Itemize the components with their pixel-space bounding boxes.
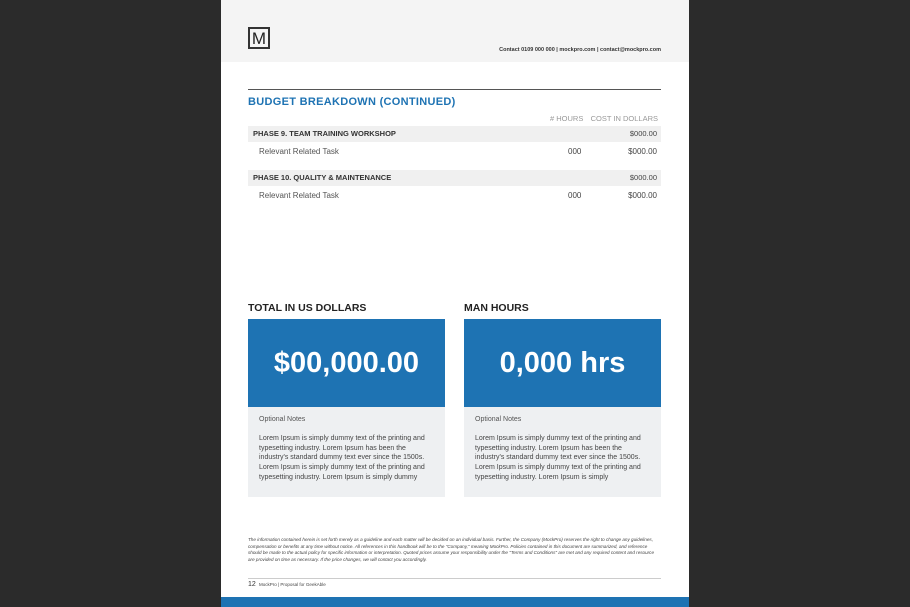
footer-divider: [248, 578, 661, 579]
total-dollars-title: TOTAL IN US DOLLARS: [248, 302, 367, 314]
notes-label: Optional Notes: [259, 416, 306, 423]
logo: M: [248, 27, 270, 49]
man-hours-value: 0,000 hrs: [464, 319, 661, 407]
total-dollars-value: $00,000.00: [248, 319, 445, 407]
total-dollars-notes: [248, 407, 445, 497]
task-hours: 000: [568, 147, 582, 156]
disclaimer: The information contained herein is set forth merely as a guideline and each matter will be decided on an individual basis. Further, the Company (MockPro) reserves the right to change any guidelines, compensation or benefits at any time without notice. All references in this handbook will be to the "Company," meaning MockPro. Policies contained in this document are summarized, and reference should be made to the actual policy for specific information or interpretation. Quoted prices assume your responsibility under the "Terms and Conditions" are met and any required content and resource are provided on time as necessary. If the price changes, we will contact you accordingly.: [248, 537, 655, 562]
document-page: [221, 0, 689, 607]
task-row: [248, 144, 661, 160]
man-hours-title: MAN HOURS: [464, 302, 529, 314]
phase-row: [248, 126, 661, 142]
phase-label: PHASE 9. TEAM TRAINING WORKSHOP: [253, 129, 396, 138]
task-cost: $000.00: [628, 147, 657, 156]
phase-label: PHASE 10. QUALITY & MAINTENANCE: [253, 173, 392, 182]
notes-text: Lorem Ipsum is simply dummy text of the printing and typesetting industry. Lorem Ipsum has been the industry's standard dummy text ever since the 1500s. Lorem Ipsum is simply dummy text of the printing and typesetting industry. Lorem Ipsum is simply dummy: [259, 435, 425, 481]
phase-cost: $000.00: [629, 173, 657, 182]
task-label: Relevant Related Task: [259, 147, 339, 156]
task-hours: 000: [568, 191, 582, 200]
page-number: 12: [248, 581, 256, 588]
phase-row: [248, 170, 661, 186]
notes-label: Optional Notes: [475, 416, 522, 423]
task-label: Relevant Related Task: [259, 191, 339, 200]
task-row: [248, 188, 661, 204]
footer-text: MockPro | Proposal for GeekAble: [259, 582, 326, 587]
page-header: [221, 0, 689, 62]
section-divider: [248, 89, 661, 90]
contact-info: Contact 0109 000 000 | mockpro.com | contact@mockpro.com: [499, 47, 661, 53]
notes-text: Lorem Ipsum is simply dummy text of the printing and typesetting industry. Lorem Ipsum has been the industry's standard dummy text ever since the 1500s. Lorem Ipsum is simply dummy text of the printing and typesetting industry. Lorem Ipsum is simply: [475, 435, 641, 481]
man-hours-notes: [464, 407, 661, 497]
task-cost: $000.00: [628, 191, 657, 200]
hours-column-header: # HOURS: [550, 114, 584, 123]
footer-bar: [221, 597, 689, 607]
section-title: BUDGET BREAKDOWN (CONTINUED): [248, 96, 456, 108]
cost-column-header: COST IN DOLLARS: [590, 114, 658, 123]
phase-cost: $000.00: [629, 129, 657, 138]
